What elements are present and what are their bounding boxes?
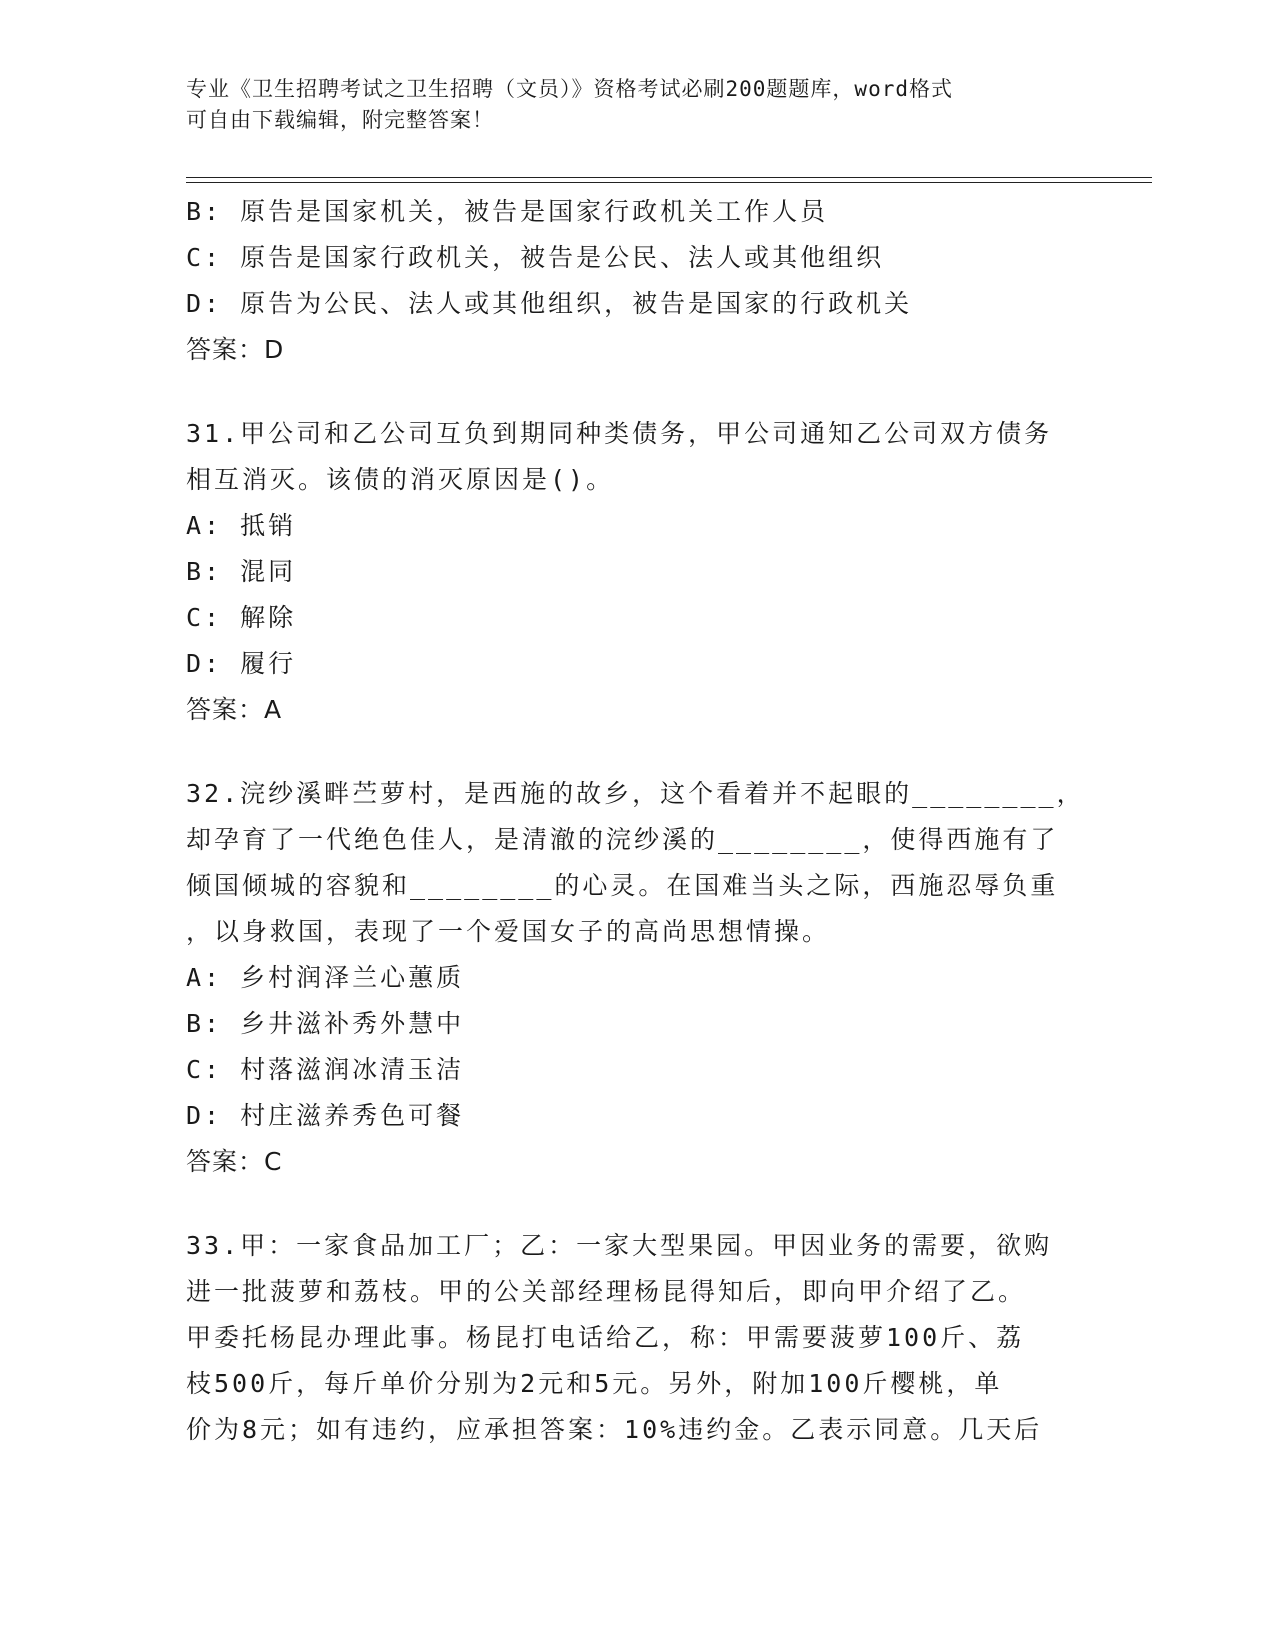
- spacer: [186, 373, 1076, 411]
- option-c: C: 原告是国家行政机关，被告是公民、法人或其他组织: [186, 243, 885, 272]
- header-divider-bottom: [186, 182, 1152, 183]
- question-stem-line: 32.浣纱溪畔苎萝村，是西施的故乡，这个看着并不起眼的________，: [186, 779, 1085, 808]
- question-stem-line: 进一批菠萝和荔枝。甲的公关部经理杨昆得知后，即向甲介绍了乙。: [186, 1277, 1027, 1306]
- option-d: D: 村庄滋养秀色可餐: [186, 1101, 465, 1130]
- question-content: [186, 189, 1085, 1453]
- option-c: C: 解除: [186, 603, 297, 632]
- header-divider-top: [186, 177, 1152, 178]
- question-stem-line: 相互消灭。该债的消灭原因是()。: [186, 465, 615, 494]
- option-b: B: 原告是国家机关，被告是国家行政机关工作人员: [186, 197, 829, 226]
- option-a: A: 乡村润泽兰心蕙质: [186, 963, 465, 992]
- answer-label: 答案：C: [186, 1147, 283, 1176]
- question-stem-line: 枝500斤，每斤单价分别为2元和5元。另外，附加100斤樱桃，单: [186, 1369, 1003, 1398]
- question-stem-line: 价为8元；如有违约，应承担答案：10%违约金。乙表示同意。几天后: [186, 1415, 1043, 1444]
- question-stem-line: 倾国倾城的容貌和________的心灵。在国难当头之际，西施忍辱负重: [186, 871, 1059, 900]
- question-stem-line: 33.甲：一家食品加工厂；乙：一家大型果园。甲因业务的需要，欲购: [186, 1231, 1053, 1260]
- question-33: [186, 1223, 1076, 1453]
- spacer: [186, 1185, 1076, 1223]
- header-title-line-2: 可自由下载编辑，附完整答案！: [186, 108, 494, 132]
- question-30-tail: [186, 189, 1076, 373]
- option-a: A: 抵销: [186, 511, 297, 540]
- option-d: D: 原告为公民、法人或其他组织，被告是国家的行政机关: [186, 289, 913, 318]
- question-31: [186, 411, 1076, 733]
- question-stem-line: 却孕育了一代绝色佳人，是清澈的浣纱溪的________，使得西施有了: [186, 825, 1059, 854]
- question-stem-line: ，以身救国，表现了一个爱国女子的高尚思想情操。: [186, 917, 831, 946]
- question-32: [186, 771, 1085, 1185]
- answer-label: 答案：D: [186, 335, 285, 364]
- question-stem-line: 31.甲公司和乙公司互负到期同种类债务，甲公司通知乙公司双方债务: [186, 419, 1053, 448]
- question-stem-line: 甲委托杨昆办理此事。杨昆打电话给乙，称：甲需要菠萝100斤、荔: [186, 1323, 1025, 1352]
- option-b: B: 混同: [186, 557, 297, 586]
- spacer: [186, 733, 1076, 771]
- document-header: [186, 74, 1066, 136]
- option-b: B: 乡井滋补秀外慧中: [186, 1009, 465, 1038]
- option-c: C: 村落滋润冰清玉洁: [186, 1055, 465, 1084]
- option-d: D: 履行: [186, 649, 297, 678]
- header-title-line-1: 专业《卫生招聘考试之卫生招聘（文员）》资格考试必刷200题题库，word格式: [186, 77, 953, 101]
- answer-label: 答案：A: [186, 695, 283, 724]
